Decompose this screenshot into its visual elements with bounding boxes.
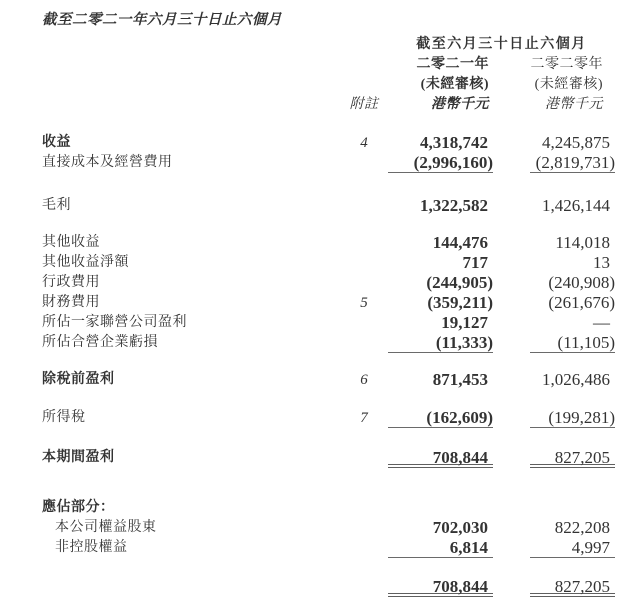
header-spacer bbox=[346, 55, 382, 75]
table-row-income-tax bbox=[42, 408, 615, 428]
column-gap bbox=[493, 370, 530, 390]
table-row-other-net-income bbox=[42, 253, 615, 273]
table-row-equity-shareholders bbox=[42, 518, 615, 538]
column-gap bbox=[493, 518, 530, 538]
value-2021: (162,609) bbox=[388, 408, 493, 428]
row-label: 其他收益 bbox=[42, 235, 100, 250]
value-2020: 1,426,144 bbox=[542, 196, 610, 215]
row-label: 除稅前盈利 bbox=[42, 372, 115, 387]
value-2021: 144,476 bbox=[432, 233, 488, 252]
audit-status-row bbox=[42, 75, 615, 95]
table-row-finance-costs bbox=[42, 293, 615, 313]
table-header bbox=[42, 35, 615, 115]
table-row-share-of-jv-loss bbox=[42, 333, 615, 353]
table-row-total bbox=[42, 577, 615, 597]
value-2020: (199,281) bbox=[530, 408, 615, 428]
column-gap bbox=[493, 293, 530, 313]
value-2020: (261,676) bbox=[548, 293, 615, 312]
column-gap bbox=[493, 313, 530, 333]
value-2021: 708,844 bbox=[388, 448, 493, 468]
value-2021: (11,333) bbox=[388, 333, 493, 353]
value-2021: 4,318,742 bbox=[420, 133, 488, 152]
column-gap bbox=[493, 233, 530, 253]
note-ref bbox=[346, 196, 382, 216]
table-row-revenue bbox=[42, 133, 615, 153]
note-ref bbox=[346, 273, 382, 293]
value-2020: (11,105) bbox=[530, 333, 615, 353]
value-2020 bbox=[530, 498, 615, 518]
column-gap bbox=[493, 55, 530, 75]
note-ref bbox=[346, 518, 382, 538]
column-gap bbox=[493, 196, 530, 216]
note-ref bbox=[346, 313, 382, 333]
row-label: 其他收益淨額 bbox=[42, 255, 129, 270]
note-ref bbox=[346, 153, 382, 173]
value-2021: 702,030 bbox=[432, 518, 488, 537]
value-2021: 6,814 bbox=[388, 538, 493, 558]
year-header-row bbox=[42, 55, 615, 75]
value-2020: 4,245,875 bbox=[542, 133, 610, 152]
table-row-profit-for-period bbox=[42, 448, 615, 468]
year-2021-header: 二零二一年 bbox=[416, 57, 489, 72]
note-ref: 7 bbox=[360, 410, 368, 426]
row-label: 財務費用 bbox=[42, 295, 100, 310]
note-ref bbox=[346, 448, 382, 468]
currency-unit-2020: 港幣千元 bbox=[545, 97, 603, 112]
header-spacer bbox=[346, 35, 382, 55]
value-2020: 827,205 bbox=[530, 577, 615, 597]
row-label: 本期間盈利 bbox=[42, 450, 115, 465]
row-label: 應佔部分： bbox=[42, 500, 115, 515]
column-gap bbox=[493, 498, 530, 518]
value-2020: (2,819,731) bbox=[530, 153, 615, 173]
table-row-gross-profit bbox=[42, 196, 615, 216]
value-2021: 717 bbox=[462, 253, 488, 272]
row-label: 直接成本及經營費用 bbox=[42, 155, 173, 170]
value-2021: 871,453 bbox=[432, 370, 488, 389]
year-2020-header: 二零二零年 bbox=[530, 57, 603, 72]
note-ref: 4 bbox=[360, 135, 368, 151]
note-ref: 6 bbox=[360, 372, 368, 388]
value-2020: 114,018 bbox=[555, 233, 610, 252]
value-2020: (240,908) bbox=[548, 273, 615, 292]
row-label: 非控股權益 bbox=[55, 540, 128, 555]
value-2020: 1,026,486 bbox=[542, 370, 610, 389]
column-gap bbox=[493, 333, 530, 353]
note-ref bbox=[346, 577, 382, 597]
table-row-other-income bbox=[42, 233, 615, 253]
note-ref bbox=[346, 498, 382, 518]
column-gap bbox=[493, 133, 530, 153]
note-ref bbox=[346, 538, 382, 558]
value-2021: 1,322,582 bbox=[420, 196, 488, 215]
value-2020: 822,208 bbox=[554, 518, 610, 537]
note-ref bbox=[346, 333, 382, 353]
value-2021: (244,905) bbox=[426, 273, 493, 292]
period-column-group-header: 截至六月三十日止六個月 bbox=[416, 37, 587, 52]
table-row-direct-costs bbox=[42, 153, 615, 173]
note-ref bbox=[346, 233, 382, 253]
table-row-non-controlling-interests bbox=[42, 538, 615, 558]
header-spacer bbox=[346, 75, 382, 95]
row-label: 本公司權益股東 bbox=[55, 520, 157, 535]
value-2021: (359,211) bbox=[427, 293, 493, 312]
row-label: 所得稅 bbox=[42, 410, 86, 425]
value-2021: 708,844 bbox=[388, 577, 493, 597]
audit-status-2021: (未經審核) bbox=[420, 77, 489, 92]
column-gap bbox=[493, 153, 530, 173]
header-spacer bbox=[42, 55, 346, 75]
notes-column-header: 附註 bbox=[349, 97, 379, 112]
column-gap bbox=[493, 538, 530, 558]
value-2020: 4,997 bbox=[530, 538, 615, 558]
table-row-profit-before-tax bbox=[42, 370, 615, 390]
row-label: 所佔合營企業虧損 bbox=[42, 335, 158, 350]
row-label: 收益 bbox=[42, 135, 71, 150]
column-gap bbox=[493, 448, 530, 468]
column-gap bbox=[493, 95, 530, 115]
value-2020: 827,205 bbox=[530, 448, 615, 468]
value-2020: 13 bbox=[593, 253, 610, 272]
header-spacer bbox=[42, 95, 346, 115]
row-label: 所佔一家聯營公司盈利 bbox=[42, 315, 187, 330]
unit-header-row bbox=[42, 95, 615, 115]
value-2020: — bbox=[593, 313, 610, 332]
note-ref bbox=[346, 253, 382, 273]
note-ref: 5 bbox=[360, 295, 368, 311]
value-2021: 19,127 bbox=[441, 313, 488, 332]
table-row-attributable-to bbox=[42, 498, 615, 518]
row-label: 行政費用 bbox=[42, 275, 100, 290]
statement-period-title: 截至二零二一年六月三十日止六個月 bbox=[42, 12, 282, 28]
value-2021: (2,996,160) bbox=[388, 153, 493, 173]
column-gap bbox=[493, 273, 530, 293]
table-row-admin-expenses bbox=[42, 273, 615, 293]
column-group-header-row bbox=[42, 35, 615, 55]
column-gap bbox=[493, 253, 530, 273]
row-label: 毛利 bbox=[42, 198, 71, 213]
value-2021 bbox=[388, 498, 493, 518]
row-label bbox=[42, 577, 346, 597]
audit-status-2020: (未經審核) bbox=[534, 77, 603, 92]
currency-unit-2021: 港幣千元 bbox=[431, 97, 489, 112]
header-spacer bbox=[42, 75, 346, 95]
column-gap bbox=[493, 75, 530, 95]
column-gap bbox=[493, 408, 530, 428]
table-row-share-of-associate-profit bbox=[42, 313, 615, 333]
column-gap bbox=[493, 577, 530, 597]
header-spacer bbox=[42, 35, 346, 55]
